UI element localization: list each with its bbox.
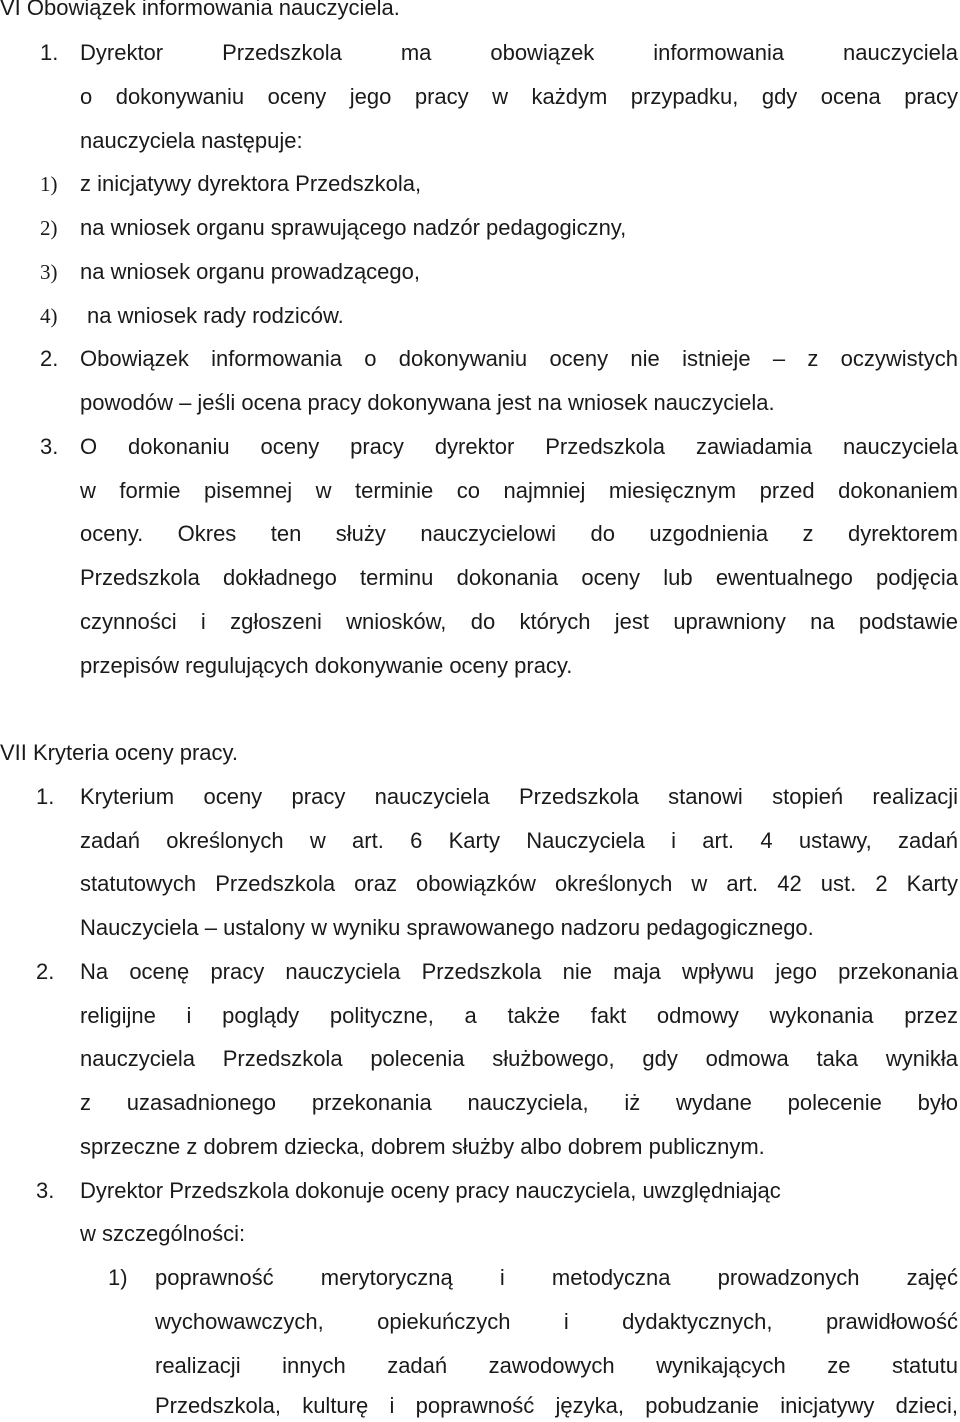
sub-item-text: na wniosek rady rodziców.: [87, 303, 344, 328]
paragraph-line: oceny. Okres ten służy nauczycielowi do uzgodnienia z dyrektorem: [80, 521, 958, 546]
item-number: 3.: [36, 1178, 55, 1203]
sub-item-line: realizacji innych zadań zawodowych wynikających ze statutu: [155, 1353, 958, 1378]
paragraph-line: czynności i zgłoszeni wniosków, do których jest uprawniony na podstawie: [80, 609, 958, 634]
paragraph-line: sprzeczne z dobrem dziecka, dobrem służby albo dobrem publicznym.: [80, 1134, 765, 1159]
paragraph-line: przepisów regulujących dokonywanie oceny pracy.: [80, 653, 573, 678]
paragraph-line: w szczególności:: [80, 1221, 246, 1246]
paragraph-line: nauczyciela Przedszkola polecenia służbowego, gdy odmowa taka wynikła: [80, 1046, 958, 1071]
sub-item-number: 3): [40, 260, 58, 284]
section-heading-text: VI Obowiązek informowania nauczyciela.: [0, 0, 400, 20]
sub-item-line: Przedszkola, kulturę i poprawność języka, pobudzanie inicjatywy dzieci,: [155, 1393, 958, 1418]
section-heading-text: VII Kryteria oceny pracy.: [0, 740, 239, 765]
sub-item-text: z inicjatywy dyrektora Przedszkola,: [80, 171, 422, 196]
paragraph-line: zadań określonych w art. 6 Karty Nauczyciela i art. 4 ustawy, zadań: [80, 828, 958, 853]
item-number: 1.: [36, 784, 55, 809]
item-number: 2.: [40, 346, 59, 371]
paragraph-line: Kryterium oceny pracy nauczyciela Przedszkola stanowi stopień realizacji: [80, 784, 958, 809]
paragraph-line: w formie pisemnej w terminie co najmniej miesięcznym przed dokonaniem: [80, 478, 958, 503]
paragraph-line: Obowiązek informowania o dokonywaniu oceny nie istnieje – z oczywistych: [80, 346, 958, 371]
sub-item-number: 4): [40, 304, 58, 328]
paragraph-line: Na ocenę pracy nauczyciela Przedszkola nie maja wpływu jego przekonania: [80, 959, 958, 984]
sub-item-line: poprawność merytoryczną i metodyczna prowadzonych zajęć: [155, 1265, 958, 1290]
paragraph-line: Dyrektor Przedszkola dokonuje oceny pracy nauczyciela, uwzględniając: [80, 1178, 781, 1203]
paragraph-line: Dyrektor Przedszkola ma obowiązek informowania nauczyciela: [80, 40, 958, 65]
sub-item-number: 2): [40, 216, 58, 240]
item-number: 1.: [40, 40, 59, 65]
paragraph-line: z uzasadnionego przekonania nauczyciela, iż wydane polecenie było: [80, 1090, 958, 1115]
paragraph-line: nauczyciela następuje:: [80, 128, 303, 153]
item-number: 3.: [40, 434, 59, 459]
sub-item-number: 1): [108, 1265, 128, 1290]
paragraph-line: powodów – jeśli ocena pracy dokonywana jest na wniosek nauczyciela.: [80, 390, 775, 415]
sub-item-text: na wniosek organu sprawującego nadzór pedagogiczny,: [80, 215, 627, 240]
paragraph-line: Nauczyciela – ustalony w wyniku sprawowanego nadzoru pedagogicznego.: [80, 915, 814, 940]
item-number: 2.: [36, 959, 55, 984]
sub-item-line: wychowawczych, opiekuńczych i dydaktycznych, prawidłowość: [155, 1309, 958, 1334]
paragraph-line: Przedszkola dokładnego terminu dokonania oceny lub ewentualnego podjęcia: [80, 565, 958, 590]
sub-item-number: 1): [40, 172, 58, 196]
sub-item-text: na wniosek organu prowadzącego,: [80, 259, 421, 284]
paragraph-line: o dokonywaniu oceny jego pracy w każdym przypadku, gdy ocena pracy: [80, 84, 958, 109]
paragraph-line: O dokonaniu oceny pracy dyrektor Przedszkola zawiadamia nauczyciela: [80, 434, 958, 459]
paragraph-line: statutowych Przedszkola oraz obowiązków określonych w art. 42 ust. 2 Karty: [80, 871, 958, 896]
paragraph-line: religijne i poglądy polityczne, a także fakt odmowy wykonania przez: [80, 1003, 958, 1028]
